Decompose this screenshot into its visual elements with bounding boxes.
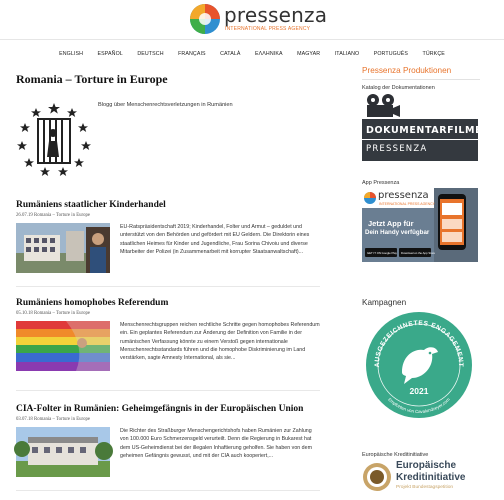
credit-emblem-icon [362, 462, 392, 492]
phone-mockup [438, 194, 466, 250]
article-referendum [16, 298, 320, 375]
logo-tagline: INTERNATIONAL PRESS AGENCY [225, 26, 311, 32]
documentary-banner[interactable] [362, 94, 483, 161]
app-promo-text-2: Dein Handy verfügbar [365, 229, 430, 236]
credit-title-line2: Kreditinitiative [396, 472, 466, 483]
divider [16, 490, 320, 491]
credit-initiative-logo[interactable] [362, 460, 480, 496]
article-title[interactable]: Rumäniens homophobes Referendum [16, 298, 169, 308]
divider [16, 390, 320, 391]
app-logo-icon [364, 192, 376, 204]
credit-title-line1: Europäische [396, 460, 457, 471]
article-thumbnail[interactable] [16, 427, 110, 477]
lang-italiano[interactable]: ITALIANO [334, 51, 360, 57]
site-header [0, 0, 504, 40]
article-meta: 03.07.18 Romania – Torture in Europe [16, 417, 91, 422]
google-play-button[interactable]: GET IT ON Google Play [365, 248, 397, 257]
blog-intro-text: Blogg über Menschenrechtsverletzungen in Rumänien [98, 102, 233, 108]
lang-english[interactable]: ENGLISH [59, 51, 84, 57]
app-store-button[interactable]: Download on the App Store [399, 248, 431, 257]
article-meta: 05.10.18 Romania – Torture in Europe [16, 311, 91, 316]
sidebar [362, 66, 483, 490]
lang-greek[interactable]: ΕΛΛΗΝΙΚΑ [255, 51, 283, 57]
language-bar [0, 42, 504, 56]
engagement-badge[interactable] [364, 310, 474, 420]
badge-arc-bottom: Empfohlen von Cavalundzeyer.com [387, 396, 451, 415]
logo-wordmark[interactable]: pressenza [224, 3, 328, 27]
article-cia-folter [16, 404, 320, 481]
badge-year: 2021 [409, 386, 429, 396]
article-kinderhandel [16, 200, 320, 277]
campaigns-heading: Kampagnen [362, 298, 407, 307]
article-title[interactable]: CIA-Folter in Rumänien: Geheimgefängnis in der Europäischen Union [16, 404, 304, 414]
doc-banner-title: DOKUMENTARFILME [366, 125, 483, 136]
app-label: App Pressenza [362, 180, 400, 186]
app-promo-banner[interactable] [362, 188, 478, 262]
lang-turkce[interactable]: TÜRKÇE [422, 51, 445, 57]
article-excerpt: Menschenrechtsgruppen reichen rechtliche Schritte gegen homophobes Referendum ein. Ein geplantes Referendum zur Änderung der Definition von Familie in der rumänischen Verfassung könnte zu einem Verstoß gegen internationale Menschenrechtsstandards führen und die homophobe Diskriminierung im Land verstärken, sagte Amnesty International, als sie... [120, 322, 320, 362]
lang-portugues[interactable]: PORTUGUÊS [373, 51, 409, 57]
lang-catala[interactable]: CATALÀ [220, 51, 241, 57]
blog-intro [16, 96, 320, 180]
doc-banner-subtitle: PRESSENZA [366, 144, 428, 154]
catalog-label: Katalog der Dokumentationen [362, 85, 435, 91]
divider [362, 79, 480, 80]
lang-deutsch[interactable]: DEUTSCH [137, 51, 164, 57]
article-excerpt: Die Richter des Straßburger Menschengerichtshofs haben Rumänien zur Zahlung von 100.000 Euro Schmerzensgeld verurteilt. Denn die Regierung in Bukarest hat dem US-Geheimdienst bei der illegalen Inhaftierung geholfen. Sie haben von dem geheimen Gefängnis gewusst, und mit der CIA auch kooperiert,... [120, 428, 312, 459]
app-logo-word: pressenza [378, 190, 429, 201]
credit-subtitle: Projekt Bundestagspetition [396, 485, 454, 490]
divider [16, 286, 320, 287]
app-logo-tagline: INTERNATIONAL PRESS AGENCY [379, 202, 436, 206]
sidebar-heading: Pressenza Produktionen [362, 66, 452, 75]
lang-francais[interactable]: FRANÇAIS [178, 51, 206, 57]
article-title[interactable]: Rumäniens staatlicher Kinderhandel [16, 200, 166, 210]
app-promo-text: Jetzt App für [368, 219, 414, 228]
lang-magyar[interactable]: MAGYAR [297, 51, 321, 57]
badge-arc-top: AUSGEZEICHNETES ENGAGEMENT [373, 319, 465, 368]
article-excerpt: EU-Ratspräsidentschaft 2019; Kinderhandel, Folter und Armut – geduldet und unterstützt von den Behörden und gefördert mit EU Geldern. Die Direktorin eines staatlichen Heimes für Kinder und Jugendliche, Frau Sorina Chivoiu und diverse Mitarbeiter der Polizei (in Zusammenarbeit mit korrupter Staatsanwaltschaft)... [120, 224, 310, 255]
pressenza-logo-icon[interactable] [190, 4, 220, 34]
main-column [16, 72, 320, 459]
credit-label: Europäische Kreditinitiative [362, 452, 429, 458]
prison-stars-logo [16, 101, 92, 177]
lang-espanol[interactable]: ESPAÑOL [97, 51, 123, 57]
page-title: Romania – Torture in Europe [16, 72, 168, 86]
article-meta: 26.07.19 Romania – Torture in Europe [16, 213, 91, 218]
film-camera-icon [364, 94, 400, 118]
article-thumbnail[interactable] [16, 321, 110, 371]
article-thumbnail[interactable] [16, 223, 110, 273]
